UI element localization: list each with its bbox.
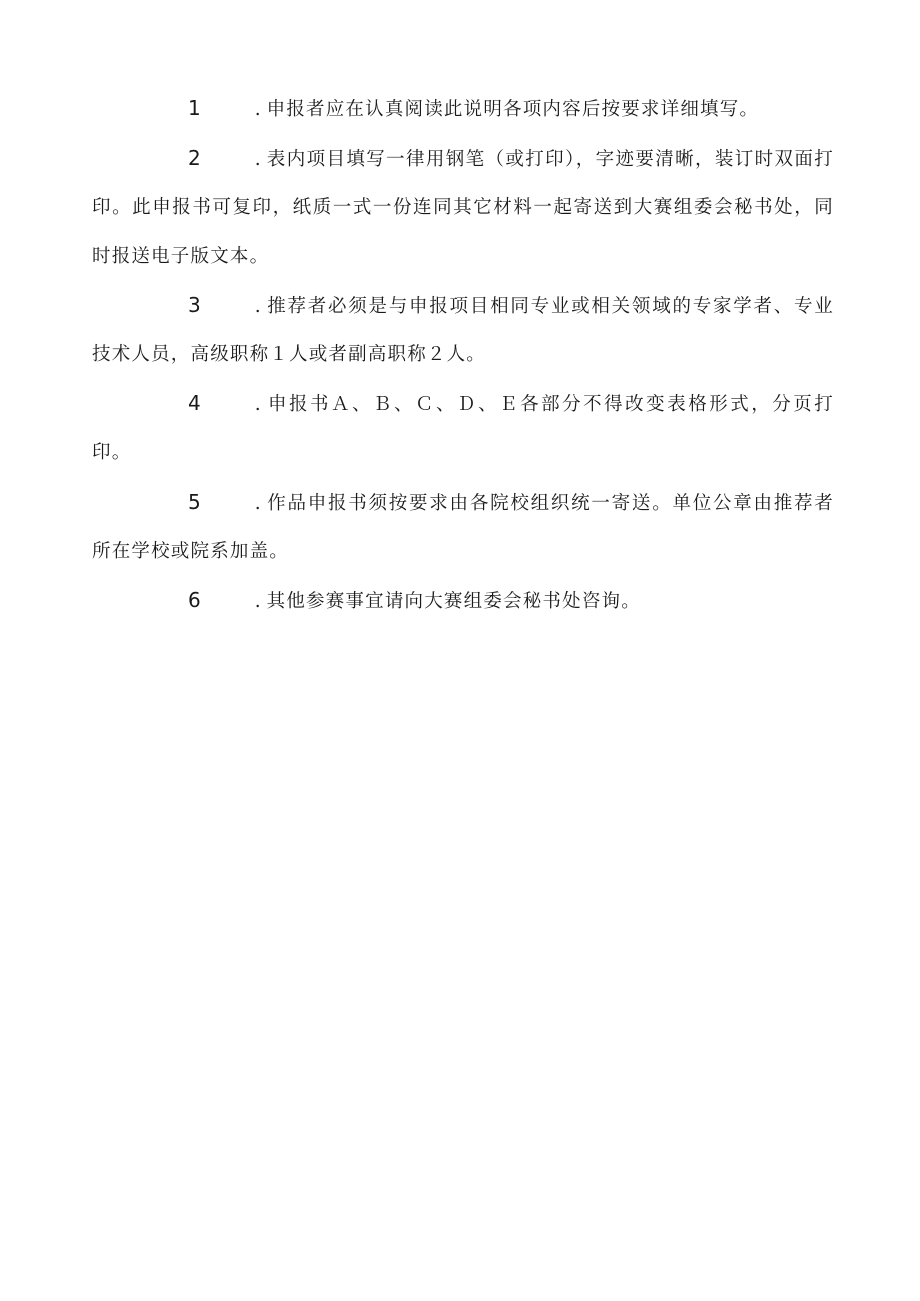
item-separator: . <box>254 99 261 120</box>
item-text: 其他参赛事宜请向大赛组委会秘书处咨询。 <box>266 591 641 613</box>
item-number: 6 <box>188 588 201 613</box>
item-separator: . <box>254 149 261 171</box>
item-separator: . <box>254 492 261 514</box>
instruction-item-4 <box>92 379 834 477</box>
item-text: 申报书Ａ、Ｂ、Ｃ、Ｄ、Ｅ各部分不得改变表格形式，分页打印。 <box>92 394 834 464</box>
item-number: 4 <box>188 391 201 416</box>
item-separator: . <box>254 591 261 613</box>
item-number: 5 <box>188 489 201 514</box>
item-number: 2 <box>188 146 201 171</box>
item-number: 3 <box>188 292 201 317</box>
instruction-list <box>92 84 834 626</box>
item-separator: . <box>254 394 261 416</box>
item-separator: . <box>254 295 261 317</box>
instruction-item-1 <box>92 84 834 134</box>
item-number: 1 <box>188 96 201 120</box>
item-text: 申报者应在认真阅读此说明各项内容后按要求详细填写。 <box>266 99 760 120</box>
instruction-item-3 <box>92 281 834 379</box>
instruction-item-5 <box>92 478 834 576</box>
item-text: 作品申报书须按要求由各院校组织统一寄送。单位公章由推荐者所在学校或院系加盖。 <box>92 492 834 562</box>
item-text: 表内项目填写一律用钢笔（或打印），字迹要清晰，装订时双面打印。此申报书可复印，纸质一式一份连同其它材料一起寄送到大赛组委会秘书处，同时报送电子版文本。 <box>92 149 834 267</box>
item-text: 推荐者必须是与申报项目相同专业或相关领域的专家学者、专业技术人员，高级职称１人或者副高职称２人。 <box>92 295 834 366</box>
instruction-item-2 <box>92 134 834 281</box>
instruction-item-6 <box>92 576 834 626</box>
